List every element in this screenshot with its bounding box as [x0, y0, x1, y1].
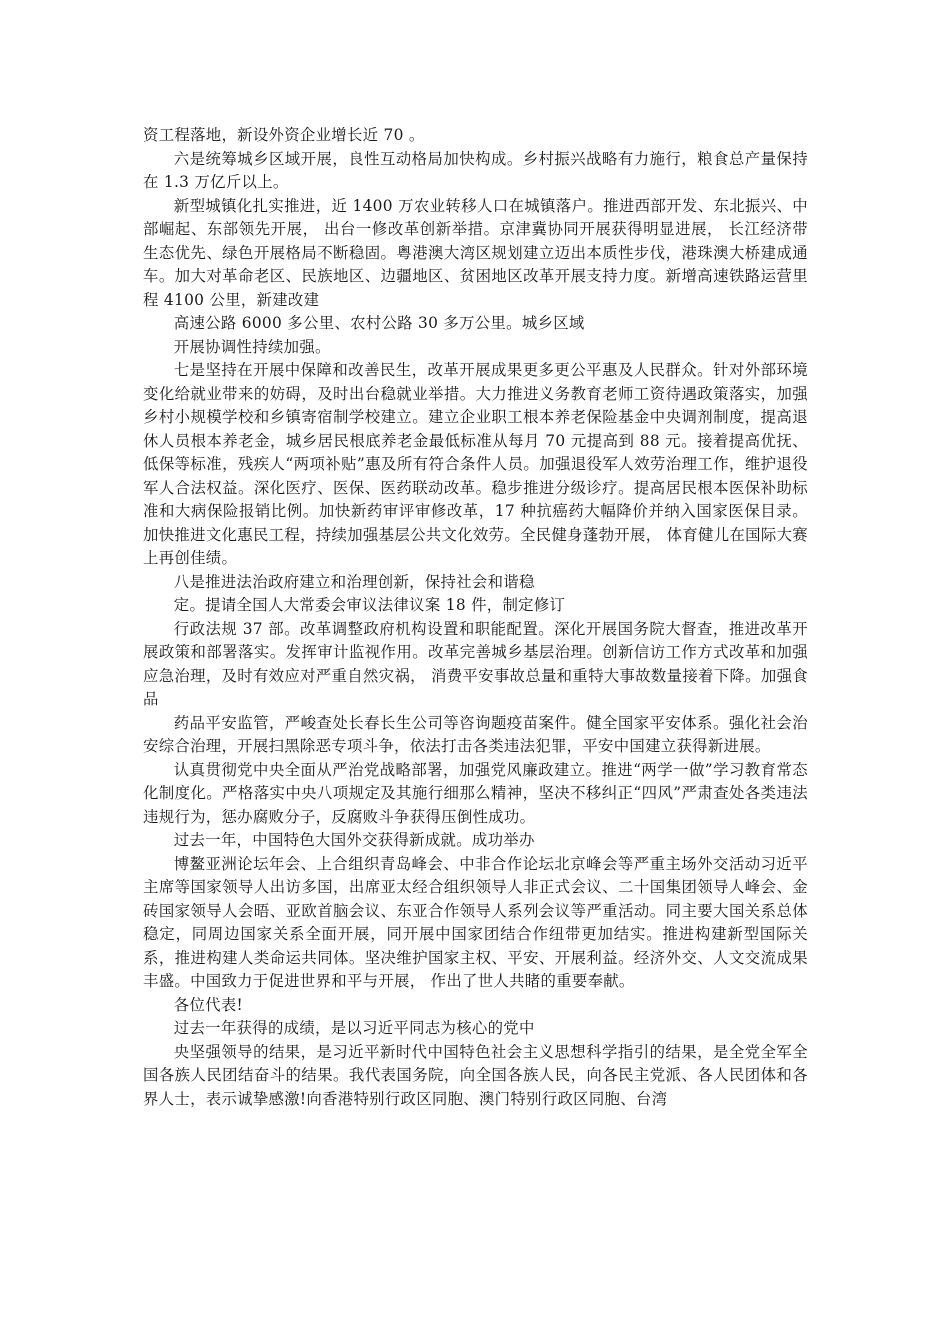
paragraph: 新型城镇化扎实推进，近 1400 万农业转移人口在城镇落户。推进西部开发、东北振兴、中部崛起、东部领先开展， 出台一修改革创新举措。京津冀协同开展获得明显进展， 长江经济带生态优先、绿色开展格局不断稳固。粤港澳大湾区规划建立迈出本质性步伐，港珠澳大桥建成通车。加大对革命老区、民族地区、边疆地区、贫困地区改革开展支持力度。新增高速铁路运营里程 4100 公里，新建改建	[143, 196, 808, 309]
paragraph: 认真贯彻党中央全面从严治党战略部署，加强党风廉政建立。推进“两学一做”学习教育常态化制度化。严格落实中央八项规定及其施行细那么精神，坚决不移纠正“四风”严肃查处各类违法违规行为，惩办腐败分子，反腐败斗争获得压倒性成功。	[143, 760, 808, 826]
paragraph: 高速公路 6000 多公里、农村公路 30 多万公里。城乡区域	[173, 314, 585, 332]
paragraph: 过去一年，中国特色大国外交获得新成就。成功举办	[173, 831, 535, 849]
paragraph: 定。提请全国人大常委会审议法律议案 18 件，制定修订	[173, 596, 566, 614]
paragraph: 过去一年获得的成绩，是以习近平同志为核心的党中	[173, 1019, 535, 1037]
paragraph: 七是坚持在开展中保障和改善民生，改革开展成果更多更公平惠及人民群众。针对外部环境变化给就业带来的妨碍，及时出台稳就业举措。大力推进义务教育老师工资待遇政策落实，加强乡村小规模学校和乡镇寄宿制学校建立。建立企业职工根本养老保险基金中央调剂制度，提高退休人员根本养老金，城乡居民根底养老金最低标准从每月 70 元提高到 88 元。接着提高优抚、低保等标准，残疾人“两项补贴”惠及所有符合条件人员。加强退役军人效劳治理工作，维护退役军人合法权益。深化医疗、医保、医药联动改革。稳步推进分级诊疗。提高居民根本医保补助标准和大病保险报销比例。加快新药审评审修改革，17 种抗癌药大幅降价并纳入国家医保目录。加快推进文化惠民工程，持续加强基层公共文化效劳。全民健身蓬勃开展， 体育健儿在国际大赛上再创佳绩。	[143, 361, 808, 567]
paragraph: 行政法规 37 部。改革调整政府机构设置和职能配置。深化开展国务院大督查，推进改革开展政策和部署落实。发挥审计监视作用。改革完善城乡基层治理。创新信访工作方式改革和加强应急治理，及时有效应对严重自然灾祸， 消费平安事故总量和重特大事故数量接着下降。加强食品	[143, 619, 808, 708]
document-body	[143, 124, 808, 1111]
paragraph: 八是推进法治政府建立和治理创新，保持社会和谐稳	[173, 572, 535, 591]
paragraph: 开展协调性持续加强。	[173, 337, 331, 356]
paragraph: 博鳌亚洲论坛年会、上合组织青岛峰会、中非合作论坛北京峰会等严重主场外交活动习近平主席等国家领导人出访多国，出席亚太经合组织领导人非正式会议、二十国集团领导人峰会、金砖国家领导人会晤、亚欧首脑会议、东亚合作领导人系列会议等严重活动。同主要大国关系总体稳定，同周边国家关系全面开展，同开展中国家团结合作纽带更加结实。推进构建新型国际关系，推进构建人类命运共同体。坚决维护国家主权、平安、开展利益。经济外交、人文交流成果丰盛。中国致力于促进世界和平与开展， 作出了世人共睹的重要奉献。	[143, 854, 808, 990]
paragraph: 各位代表!	[173, 995, 244, 1014]
paragraph: 央坚强领导的结果，是习近平新时代中国特色社会主义思想科学指引的结果，是全党全军全国各族人民团结奋斗的结果。我代表国务院，向全国各族人民，向各民主党派、各人民团体和各界人士，表示诚挚感激!向香港特别行政区同胞、澳门特别行政区同胞、台湾	[143, 1042, 808, 1108]
paragraph: 六是统筹城乡区域开展，良性互动格局加快构成。乡村振兴战略有力施行，粮食总产量保持在 1.3 万亿斤以上。	[143, 149, 808, 191]
paragraph: 资工程落地，新设外资企业增长近 70 。	[143, 126, 425, 144]
paragraph: 药品平安监管，严峻查处长春长生公司等咨询题疫苗案件。健全国家平安体系。强化社会治安综合治理，开展扫黑除恶专项斗争，依法打击各类违法犯罪，平安中国建立获得新进展。	[143, 713, 808, 755]
